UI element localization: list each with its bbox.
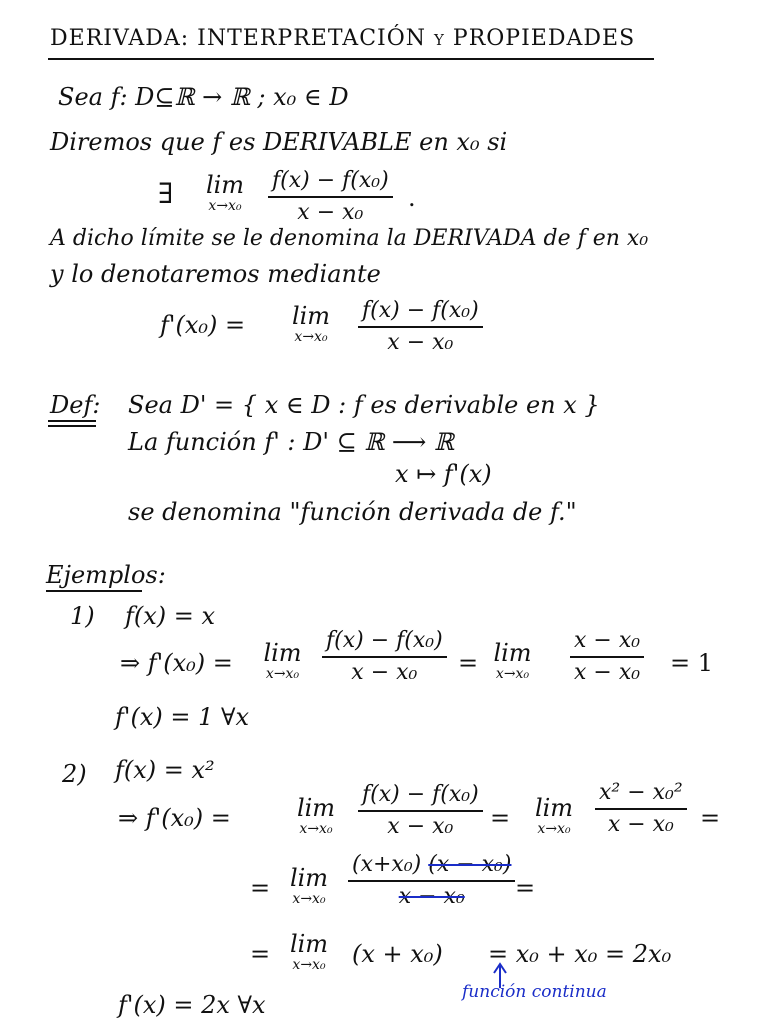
dq1-denominator: x − x₀: [268, 196, 393, 226]
ex2-step2-num-a: (x+x₀): [352, 852, 422, 877]
period: .: [408, 184, 416, 212]
ex2-limit-1-word: lim: [296, 794, 336, 822]
ex2-step2-den-text: x − x₀: [398, 884, 465, 910]
continuity-note: función continua: [462, 982, 607, 1002]
limit-1-word: lim: [205, 171, 245, 199]
ex2-step2-limit-sub: x→x₀: [292, 891, 326, 908]
ex2-limit-1-sub: x→x₀: [299, 821, 333, 838]
ex2-step3-limit-sub: x→x₀: [292, 957, 326, 974]
dq1-numerator: f(x) − f(x₀): [272, 168, 389, 193]
ex2-definition: f(x) = x²: [115, 756, 215, 784]
ex1-number: 1): [70, 602, 95, 630]
ex1-limit-1-word: lim: [263, 639, 302, 667]
dq2-denominator: x − x₀: [358, 326, 483, 356]
ex1-limit-2-sub: x→x₀: [495, 666, 530, 683]
def-sea-line: Sea D' = { x ∈ D : f es derivable en x }: [128, 391, 600, 419]
ex2-tail-equals: =: [700, 804, 721, 832]
ex2-step2-limit-word: lim: [289, 864, 329, 892]
ex1-frac2-denominator: x − x₀: [570, 656, 644, 686]
examples-label: Ejemplos:: [46, 561, 166, 589]
intro-denotaremos-line: y lo denotaremos mediante: [50, 260, 381, 288]
ex2-limit-2-word: lim: [534, 794, 574, 822]
def-denomina-line: se denomina "función derivada de f.": [128, 498, 577, 526]
ex2-limit-2-sub: x→x₀: [537, 821, 571, 838]
ex1-equals: =: [458, 649, 479, 677]
ex1-conclusion: f'(x) = 1 ∀x: [115, 703, 250, 731]
ex1-limit-2-word: lim: [493, 639, 532, 667]
ex2-step2-num-b: (x − x₀): [428, 852, 512, 877]
ex1-limit-1-sub: x→x₀: [265, 666, 300, 683]
ex2-step3-body: (x + x₀): [352, 940, 443, 968]
ex2-frac2-denominator: x − x₀: [595, 808, 687, 838]
ex2-step2-tail: =: [515, 874, 536, 902]
limit-2-word: lim: [291, 302, 331, 330]
dq2-numerator: f(x) − f(x₀): [362, 298, 479, 323]
ex1-frac2-numerator: x − x₀: [574, 628, 641, 653]
ex2-frac2-numerator: x² − x₀²: [599, 780, 683, 805]
ex2-step3-limit-word: lim: [289, 930, 329, 958]
ex2-arrow-lhs: ⇒ f'(x₀) =: [118, 804, 231, 832]
def-funcion-line: La función f' : D' ⊆ ℝ ⟶ ℝ: [128, 428, 454, 456]
fprime-lhs: f'(x₀) =: [160, 311, 246, 339]
ex2-equals: =: [490, 804, 511, 832]
ex2-step3-equals: =: [250, 940, 271, 968]
page-title: DERIVADA: INTERPRETACIÓN y PROPIEDADES: [50, 26, 636, 51]
intro-sea-line: Sea f: D⊆ℝ → ℝ ; x₀ ∈ D: [58, 83, 349, 111]
ex1-definition: f(x) = x: [125, 602, 216, 630]
ex2-conclusion: f'(x) = 2x ∀x: [118, 991, 266, 1019]
ex1-arrow-lhs: ⇒ f'(x₀) =: [120, 649, 233, 677]
ex1-result: = 1: [670, 649, 714, 677]
intro-diremos-line: Diremos que f es DERIVABLE en x₀ si: [50, 128, 508, 156]
intro-dicho-line: A dicho límite se le denomina la DERIVADA de f en x₀: [50, 226, 649, 251]
ex2-step3-result: = x₀ + x₀ = 2x₀: [488, 940, 672, 968]
limit-2-sub: x→x₀: [294, 329, 328, 346]
ex1-frac1-denominator: x − x₀: [322, 656, 447, 686]
ex1-frac1-numerator: f(x) − f(x₀): [326, 628, 443, 653]
ex2-step2-equals: =: [250, 874, 271, 902]
def-mapsto-line: x ↦ f'(x): [395, 460, 492, 488]
exists-symbol: ∃: [158, 177, 174, 210]
def-label: Def:: [50, 391, 101, 419]
ex2-frac1-numerator: f(x) − f(x₀): [362, 782, 479, 807]
ex2-number: 2): [62, 760, 87, 788]
limit-1-sub: x→x₀: [208, 198, 242, 215]
ex2-frac1-denominator: x − x₀: [358, 810, 483, 840]
